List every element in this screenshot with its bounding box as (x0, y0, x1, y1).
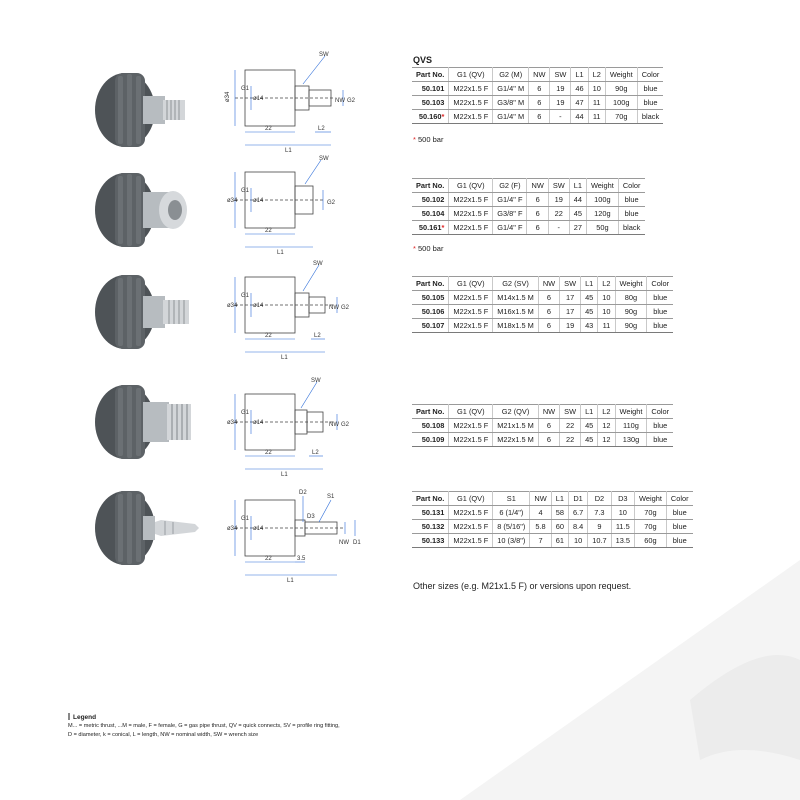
table-cell: 10 (568, 534, 587, 548)
column-header: D2 (588, 492, 611, 506)
column-header: Color (618, 179, 644, 193)
table-cell: M22x1.5 F (449, 433, 493, 447)
table-cell: 45 (581, 419, 598, 433)
column-header: G1 (QV) (449, 277, 493, 291)
table-cell: G1/4" M (493, 110, 529, 124)
part-number: 50.101 (421, 83, 445, 93)
table-cell: G3/8" M (493, 96, 529, 110)
table-cell: 100g (586, 193, 618, 207)
table-cell: 45 (569, 207, 586, 221)
legend-line-1: M... = metric thrust, ...M = male, F = female, G = gas pipe thrust, QV = quick connects, SV = profile ring fitting, (68, 723, 340, 730)
spec-table-container (412, 178, 645, 235)
table-cell: 5.8 (530, 520, 551, 534)
table-row (412, 319, 673, 333)
column-header: L1 (571, 68, 588, 82)
table-cell: 43 (581, 319, 598, 333)
column-header: SW (560, 277, 581, 291)
label-l1: L1 (281, 355, 288, 361)
table-row (412, 520, 693, 534)
table-cell: M22x1.5 F (449, 506, 493, 520)
label-22: 22 (265, 556, 272, 562)
table-cell: 7 (530, 534, 551, 548)
table-cell: 17 (560, 291, 581, 305)
table-row (412, 193, 645, 207)
table-cell: G1/4" F (493, 221, 527, 235)
table-cell: 45 (581, 433, 598, 447)
part-number: 50.102 (421, 194, 445, 204)
table-cell: 12 (598, 433, 615, 447)
label-d14: ø14 (253, 198, 264, 204)
legend (68, 713, 340, 739)
column-header: Part No. (412, 68, 449, 82)
column-header: L1 (551, 492, 568, 506)
column-header: NW (529, 68, 550, 82)
column-header: Color (637, 68, 663, 82)
column-header: Part No. (412, 179, 449, 193)
table-cell: blue (666, 520, 692, 534)
table-cell: 58 (551, 506, 568, 520)
table-cell: M22x1.5 F (449, 534, 493, 548)
label-d34: ø34 (227, 526, 238, 532)
table-cell: M22x1.5 F (449, 207, 493, 221)
column-header: Part No. (412, 277, 449, 291)
table-cell: 110g (615, 419, 647, 433)
legend-title: Legend (73, 714, 97, 721)
column-header: L1 (569, 179, 586, 193)
table-cell: 6 (527, 221, 548, 235)
pressure-note-text: 500 bar (418, 135, 444, 144)
spec-table (412, 276, 673, 333)
table-cell: 10 (3/8") (493, 534, 530, 548)
table-cell: 130g (615, 433, 647, 447)
label-d34: ø34 (225, 91, 231, 102)
label-l1: L1 (281, 472, 288, 478)
label-sw: SW (311, 378, 321, 384)
column-header: L1 (581, 277, 598, 291)
column-header: Weight (615, 277, 647, 291)
column-header: G2 (QV) (493, 405, 539, 419)
column-header: G2 (F) (493, 179, 527, 193)
table-cell: 44 (569, 193, 586, 207)
label-g1: G1 (241, 293, 250, 299)
label-l1: L1 (277, 250, 284, 256)
table-cell: 19 (550, 96, 571, 110)
part-number: 50.161 (418, 222, 442, 232)
table-cell: blue (647, 419, 673, 433)
part-number-cell (412, 96, 449, 110)
table-cell: 90g (605, 82, 637, 96)
column-header: Color (647, 277, 673, 291)
label-g1: G1 (241, 86, 250, 92)
table-row (412, 221, 645, 235)
column-header: Color (647, 405, 673, 419)
legend-marker (68, 713, 70, 720)
label-d14: ø14 (253, 96, 264, 102)
pressure-note-text: 500 bar (418, 244, 444, 253)
table-cell: M22x1.5 F (449, 319, 493, 333)
table-cell: 6 (529, 82, 550, 96)
table-cell: 11 (588, 96, 605, 110)
part-number: 50.132 (421, 521, 445, 531)
table-cell: black (637, 110, 663, 124)
table-cell: G1/4" F (493, 193, 527, 207)
part-number: 50.131 (421, 507, 445, 517)
column-header: Part No. (412, 492, 449, 506)
table-cell: M22x1.5 F (449, 110, 493, 124)
other-sizes-note: Other sizes (e.g. M21x1.5 F) or versions upon request. (413, 581, 632, 591)
table-cell: blue (618, 193, 644, 207)
table-cell: 6 (527, 193, 548, 207)
table-cell: 19 (560, 319, 581, 333)
label-d14: ø14 (253, 303, 264, 309)
table-cell: 4 (530, 506, 551, 520)
label-d14: ø14 (253, 526, 264, 532)
label-nw: NW (329, 305, 339, 311)
table-header-row (412, 277, 673, 291)
table-cell: 10 (588, 82, 605, 96)
fitting-drawing (215, 478, 365, 588)
table-cell: 10 (611, 506, 634, 520)
table-cell: 70g (635, 506, 667, 520)
column-header: L2 (598, 277, 615, 291)
part-number: 50.133 (421, 535, 445, 545)
table-header-row (412, 405, 673, 419)
part-number-cell (412, 433, 449, 447)
table-cell: 13.5 (611, 534, 634, 548)
table-cell: 8.4 (568, 520, 587, 534)
part-number: 50.105 (421, 292, 445, 302)
table-row (412, 207, 645, 221)
label-22: 22 (265, 450, 272, 456)
table-cell: 50g (586, 221, 618, 235)
table-cell: - (550, 110, 571, 124)
column-header: Weight (586, 179, 618, 193)
table-cell: blue (666, 534, 692, 548)
column-header: NW (538, 405, 559, 419)
part-number: 50.107 (421, 320, 445, 330)
column-header: G1 (QV) (449, 68, 493, 82)
part-number-cell (412, 506, 449, 520)
column-header: Weight (635, 492, 667, 506)
label-l1: L1 (285, 148, 292, 154)
table-cell: 6 (538, 433, 559, 447)
table-cell: 90g (615, 319, 647, 333)
column-header: G1 (QV) (449, 405, 493, 419)
table-cell: blue (637, 82, 663, 96)
label-22: 22 (265, 228, 272, 234)
fitting-photo (85, 60, 205, 160)
table-cell: 6 (527, 207, 548, 221)
table-row (412, 305, 673, 319)
column-header: S1 (493, 492, 530, 506)
table-cell: 90g (615, 305, 647, 319)
column-header: Weight (615, 405, 647, 419)
part-number-cell (412, 207, 449, 221)
table-cell: 6.7 (568, 506, 587, 520)
column-header: G2 (M) (493, 68, 529, 82)
table-cell: 12 (598, 419, 615, 433)
table-row (412, 433, 673, 447)
table-row (412, 96, 663, 110)
column-header: L2 (598, 405, 615, 419)
table-header-row (412, 68, 663, 82)
table-cell: 11.5 (611, 520, 634, 534)
table-cell: 80g (615, 291, 647, 305)
label-l2: L2 (318, 126, 325, 132)
label-d3: D3 (307, 514, 315, 520)
part-number-cell (412, 319, 449, 333)
table-cell: blue (647, 433, 673, 447)
label-22: 22 (265, 333, 272, 339)
fitting-photo (85, 372, 205, 472)
table-cell: M22x1.5 F (449, 193, 493, 207)
column-header: D3 (611, 492, 634, 506)
part-number: 50.104 (421, 208, 445, 218)
table-cell: 60g (635, 534, 667, 548)
table-header-row (412, 492, 693, 506)
table-cell: M22x1.5 F (449, 419, 493, 433)
part-number: 50.160 (418, 111, 442, 121)
spec-table-container (412, 491, 693, 548)
table-cell: black (618, 221, 644, 235)
column-header: SW (548, 179, 569, 193)
table-cell: 19 (548, 193, 569, 207)
table-cell: blue (666, 506, 692, 520)
part-number-cell (412, 534, 449, 548)
table-cell: 11 (588, 110, 605, 124)
spec-table (412, 491, 693, 548)
fitting-photo (85, 160, 205, 260)
table-row (412, 110, 663, 124)
table-cell: 60 (551, 520, 568, 534)
label-d1: D1 (353, 540, 361, 546)
label-g1: G1 (241, 516, 250, 522)
table-cell: 17 (560, 305, 581, 319)
table-cell: M22x1.5 F (449, 221, 493, 235)
table-cell: blue (637, 96, 663, 110)
table-cell: G3/8" F (493, 207, 527, 221)
label-sw: SW (313, 261, 323, 267)
table-row (412, 419, 673, 433)
table-cell: M18x1.5 M (493, 319, 539, 333)
table-cell: 6 (529, 110, 550, 124)
table-cell: 7.3 (588, 506, 611, 520)
label-g2: G2 (327, 200, 336, 206)
table-cell: G1/4" M (493, 82, 529, 96)
pressure-note: * 500 bar (413, 135, 444, 144)
table-cell: - (548, 221, 569, 235)
table-cell: 61 (551, 534, 568, 548)
label-22: 22 (265, 126, 272, 132)
asterisk-marker: * (441, 111, 445, 121)
table-cell: 46 (571, 82, 588, 96)
table-cell: M22x1.5 M (493, 433, 539, 447)
column-header: D1 (568, 492, 587, 506)
part-number-cell (412, 82, 449, 96)
table-cell: blue (647, 291, 673, 305)
table-cell: 22 (560, 433, 581, 447)
spec-table (412, 67, 663, 124)
table-cell: blue (647, 319, 673, 333)
table-cell: blue (647, 305, 673, 319)
label-d14: ø14 (253, 420, 264, 426)
label-g1: G1 (241, 410, 250, 416)
table-cell: M22x1.5 F (449, 520, 493, 534)
table-cell: 100g (605, 96, 637, 110)
column-header: L2 (588, 68, 605, 82)
table-cell: 8 (5/16") (493, 520, 530, 534)
table-cell: 10 (598, 305, 615, 319)
label-nw: NW (335, 98, 345, 104)
label-g1: G1 (241, 188, 250, 194)
label-d2: D2 (299, 490, 307, 496)
table-cell: 9 (588, 520, 611, 534)
table-cell: M16x1.5 M (493, 305, 539, 319)
part-number: 50.106 (421, 306, 445, 316)
label-d34: ø34 (227, 420, 238, 426)
table-row (412, 291, 673, 305)
table-row (412, 506, 693, 520)
table-cell: 10 (598, 291, 615, 305)
table-cell: M22x1.5 F (449, 291, 493, 305)
fitting-drawing (215, 372, 365, 482)
table-cell: 27 (569, 221, 586, 235)
table-cell: 120g (586, 207, 618, 221)
label-l2: L2 (312, 450, 319, 456)
table-cell: 45 (581, 305, 598, 319)
spec-table-container (412, 404, 673, 447)
table-cell: 19 (550, 82, 571, 96)
label-sw: SW (319, 52, 329, 58)
part-number-cell (412, 110, 449, 124)
spec-table (412, 178, 645, 235)
column-header: NW (530, 492, 551, 506)
asterisk-marker: * (441, 222, 445, 232)
table-cell: 6 (538, 319, 559, 333)
column-header: Weight (605, 68, 637, 82)
column-header: G1 (QV) (449, 179, 493, 193)
table-cell: M21x1.5 M (493, 419, 539, 433)
table-row (412, 82, 663, 96)
label-s1: S1 (327, 494, 335, 500)
label-nw: NW (339, 540, 349, 546)
pressure-note: * 500 bar (413, 244, 444, 253)
legend-line-2: D = diameter, k = conical, L = length, NW = nominal width, SW = wrench size (68, 731, 259, 738)
table-cell: M22x1.5 F (449, 82, 493, 96)
part-number: 50.109 (421, 434, 445, 444)
part-number: 50.103 (421, 97, 445, 107)
qvs-title: QVS (413, 55, 433, 65)
part-number-cell (412, 193, 449, 207)
label-nw: NW (329, 422, 339, 428)
table-cell: 47 (571, 96, 588, 110)
table-cell: 6 (538, 419, 559, 433)
label-l2: L2 (314, 333, 321, 339)
spec-table-container (412, 276, 673, 333)
label-g2: G2 (341, 305, 350, 311)
table-cell: 6 (538, 291, 559, 305)
table-cell: 70g (635, 520, 667, 534)
part-number-cell (412, 520, 449, 534)
column-header: G2 (SV) (493, 277, 539, 291)
table-row (412, 534, 693, 548)
table-cell: 45 (581, 291, 598, 305)
fitting-drawing (215, 150, 365, 260)
column-header: Part No. (412, 405, 449, 419)
part-number-cell (412, 221, 449, 235)
table-cell: blue (618, 207, 644, 221)
label-3-5: 3.5 (297, 556, 306, 562)
table-cell: 6 (529, 96, 550, 110)
table-cell: 70g (605, 110, 637, 124)
fitting-drawing (215, 255, 365, 365)
column-header: L1 (581, 405, 598, 419)
fitting-photo (85, 478, 205, 578)
table-cell: M22x1.5 F (449, 96, 493, 110)
fitting-drawing (215, 48, 365, 158)
label-d34: ø34 (227, 303, 238, 309)
part-number-cell (412, 419, 449, 433)
table-cell: 44 (571, 110, 588, 124)
part-number: 50.108 (421, 420, 445, 430)
column-header: SW (550, 68, 571, 82)
label-d34: ø34 (227, 198, 238, 204)
label-g2: G2 (341, 422, 350, 428)
table-cell: 6 (1/4") (493, 506, 530, 520)
column-header: NW (527, 179, 548, 193)
table-cell: 22 (560, 419, 581, 433)
fitting-photo (85, 262, 205, 362)
table-cell: 6 (538, 305, 559, 319)
label-l1: L1 (287, 578, 294, 584)
table-header-row (412, 179, 645, 193)
spec-table (412, 404, 673, 447)
table-cell: 11 (598, 319, 615, 333)
column-header: Color (666, 492, 692, 506)
column-header: SW (560, 405, 581, 419)
spec-table-container (412, 67, 663, 124)
part-number-cell (412, 305, 449, 319)
table-cell: 22 (548, 207, 569, 221)
table-cell: M22x1.5 F (449, 305, 493, 319)
column-header: G1 (QV) (449, 492, 493, 506)
label-sw: SW (319, 156, 329, 162)
table-cell: M14x1.5 M (493, 291, 539, 305)
label-g2: G2 (347, 98, 356, 104)
column-header: NW (538, 277, 559, 291)
table-cell: 10.7 (588, 534, 611, 548)
part-number-cell (412, 291, 449, 305)
